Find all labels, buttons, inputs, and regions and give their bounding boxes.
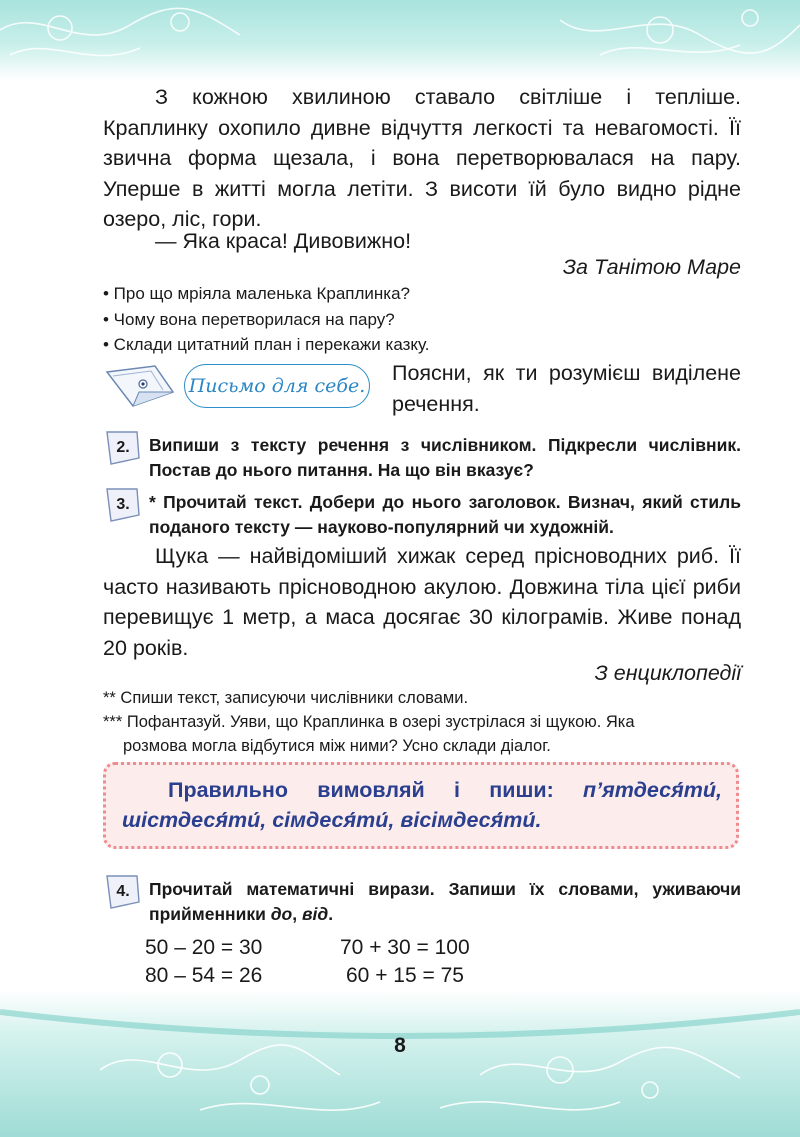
rule-lead: Правильно вимовляй і пиши: — [168, 778, 554, 802]
math-expression: 60 + 15 = 75 — [346, 964, 464, 987]
top-decoration — [0, 0, 800, 80]
top-ornament-icon — [0, 0, 800, 80]
task-number: 4. — [116, 883, 130, 900]
bottom-ornament-icon — [0, 990, 800, 1137]
task-number: 2. — [116, 439, 130, 456]
math-expression: 70 + 30 = 100 — [340, 936, 470, 959]
task-number-badge — [103, 485, 143, 525]
preposition: від — [301, 904, 329, 924]
story-paragraph: З кожною хвилиною ставало світліше і тепліше. Краплинку охопило дивне відчуття легкості та невагомості. Її звична форма щезала, і вона перетворювалася на пару. Уперше в житті могла летіти. З висоти їй було видно рідне озеро, ліс, гори. — [103, 85, 741, 231]
bottom-decoration — [0, 990, 800, 1137]
list-item: • Чому вона перетворилася на пару? — [103, 309, 395, 329]
list-item: • Про що мріяла маленька Краплинка? — [103, 284, 411, 303]
rule-text — [122, 775, 722, 835]
task-3-text: * Прочитай текст. Добери до нього заголовок. Визнач, який стиль поданого тексту — науково-популярний чи художній. — [149, 492, 741, 537]
page-number: 8 — [394, 1034, 406, 1057]
rule-box — [103, 762, 739, 849]
math-expression: 50 – 20 = 30 — [145, 936, 263, 959]
pike-source: З енциклопедії — [594, 661, 741, 685]
paper-note-icon — [103, 362, 181, 410]
task-2-text: Випиши з тексту речення з числівником. Підкресли числівник. Постав до нього питання. На що він вказує? — [149, 435, 741, 480]
end-mark: . — [328, 904, 334, 924]
extra-tasks — [103, 686, 635, 758]
separator: , — [292, 904, 302, 924]
list-item: • Склади цитатний план і перекажи казку. — [103, 335, 430, 354]
math-expression: 80 – 54 = 26 — [145, 964, 263, 987]
story-exclamation: — Яка краса! Дивовижно! — [155, 229, 412, 253]
task-number-badge — [103, 428, 143, 468]
task-4-text-start: Прочитай математичні вирази. Запиши їх словами, уживаючи прийменники — [149, 879, 741, 924]
story-author: За Танітою Маре — [562, 255, 741, 279]
write-for-self-label: Письмо для себе. — [184, 364, 370, 408]
rule-words: п’ятдеся́ти́, шістдеся́ти́, сімдеся́ти́, вісімдеся́ти́. — [122, 778, 722, 832]
task-4-text — [149, 877, 741, 927]
task-number-badge — [103, 872, 143, 912]
extra-task-1: ** Спиши текст, записуючи числівники словами. — [103, 689, 469, 707]
preposition: до — [270, 904, 293, 924]
extra-task-2: *** Пофантазуй. Уяви, що Краплинка в озері зустрілася зі щукою. Яка — [103, 713, 635, 731]
questions-list — [103, 281, 430, 358]
write-for-self-text: Поясни, як ти розумієш виділене речення. — [392, 361, 741, 416]
task-number: 3. — [116, 496, 130, 513]
pike-paragraph: Щука — найвідоміший хижак серед прісноводних риб. Її часто називають прісноводною акулою. Довжина тіла цієї риби перевищує 1 метр, а маса досягає 30 кілограмів. Живе понад 20 років. — [103, 544, 741, 660]
extra-task-2-cont: розмова могла відбутися між ними? Усно склади діалог. — [123, 737, 551, 755]
